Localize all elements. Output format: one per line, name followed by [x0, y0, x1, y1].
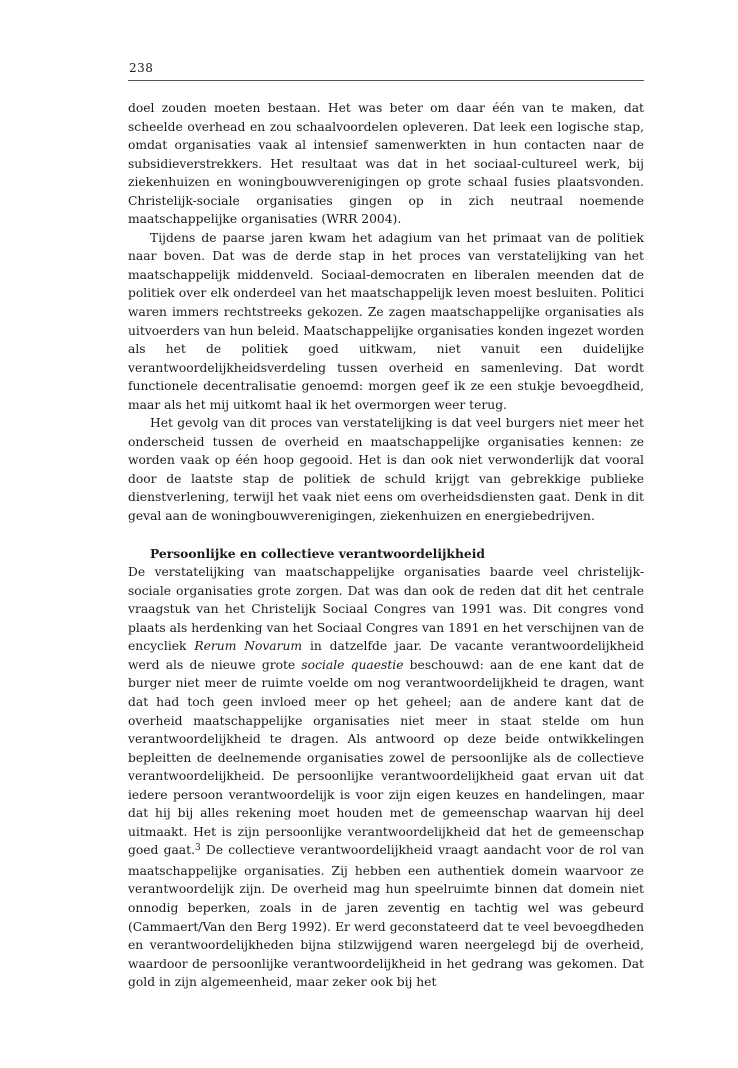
paragraph-4 [128, 563, 644, 992]
paragraph-1: doel zouden moeten bestaan. Het was beter om daar één van te maken, dat scheelde overhead en zou schaalvoordelen opleveren. Dat leek een logische stap, omdat organisaties vaak al intensief samenwerkten in hun contacten naar de subsidieverstrekkers. Het resultaat was dat in het sociaal-cultureel werk, bij ziekenhuizen en woningbouwverenigingen op grote schaal fusies plaatsvonden. Christelijk-sociale organisaties gingen op in zich neutraal noemende maatschappelijke organisaties (WRR 2004). [128, 101, 644, 227]
paragraph-4-part-a: De verstatelijking van maatschappelijke organisaties baarde veel christelijk-sociale organisaties grote zorgen. Dat was dan ook de reden dat dit het centrale vraagstuk van het Christelijk Sociaal Congres van 1991 was. Dit congres vond plaats als herdenking van het Sociaal Congres van 1891 en het verschijnen van de encycliek [128, 565, 644, 654]
paragraph-2: Tijdens de paarse jaren kwam het adagium van het primaat van de politiek naar boven. Dat was de derde stap in het proces van verstatelijking van het maatschappelijk middenveld. Sociaal-democraten en liberalen meenden dat de politiek over elk onderdeel van het maatschappelijk leven moest besluiten. Politici waren immers rechtstreeks gekozen. Ze zagen maatschappelijke organisaties als uitvoerders van hun beleid. Maatschappelijke organisaties konden ingezet worden als het de politiek goed uitkwam, niet vanuit een duidelijke verantwoordelijkheidsverdeling tussen overheid en samenleving. Dat wordt functionele decentralisatie genoemd: morgen geef ik ze een stukje bevoegdheid, maar als het mij uitkomt haal ik het overmorgen weer terug. [128, 230, 644, 412]
section-heading: Persoonlijke en collectieve verantwoordelijkheid [150, 545, 485, 561]
header-rule [128, 80, 644, 81]
encyclical-title: Rerum Novarum [194, 639, 303, 654]
paragraph-4-part-c: beschouwd: aan de ene kant dat de burger niet meer de ruimte voelde om nog verantwoordelijkheid te dragen, want dat had toch geen invloed meer op het geheel; aan de andere kant dat de overheid maatschappelijke organisaties niet meer in staat stelde om hun verantwoordelijkheid te dragen. Als antwoord op deze beide ontwikkelingen bepleitten de deelnemende organisaties zowel de persoonlijke als de collectieve verantwoordelijkheid. De persoonlijke verantwoordelijkheid gaat ervan uit dat iedere persoon verantwoordelijk is voor zijn eigen keuzes en handelingen, maar dat hij bij alles rekening moet houden met de gemeenschap waarvan hij deel uitmaakt. Het is zijn persoonlijke verantwoordelijkheid dat het de gemeenschap goed gaat. [128, 657, 644, 858]
page-body [128, 99, 644, 992]
paragraph-3: Het gevolg van dit proces van verstatelijking is dat veel burgers niet meer het onderscheid tussen de overheid en maatschappelijke organisaties kennen: ze worden vaak op één hoop gegooid. Het is dan ook niet verwonderlijk dat vooral door de laatste stap de politiek de schuld krijgt van gebrekkige publieke dienstverlening, terwijl het vaak niet eens om overheidsdiensten gaat. Denk in dit geval aan de woningbouwverenigingen, ziekenhuizen en energiebedrijven. [128, 416, 644, 524]
paragraph-4-part-b: in datzelfde jaar. De vacante verantwoordelijkheid werd als de nieuwe grote [128, 639, 645, 672]
paragraph-4-part-d: De collectieve verantwoordelijkheid vraagt aandacht voor de rol van maatschappelijke organisaties. Zij hebben een authentiek domein waarvoor ze verantwoordelijk zijn. De overheid mag hun speelruimte binnen dat domein niet onnodig beperken, zoals in de jaren zeventig en tachtig wel was gebeurd (Cammaert/Van den Berg 1992). Er werd geconstateerd dat te veel bevoegdheden en verantwoordelijkheden bijna stilzwijgend waren neergelegd bij de overheid, waardoor de persoonlijke verantwoordelijkheid in het gedrang was gekomen. Dat gold in zijn algemeenheid, maar zeker ook bij het [128, 843, 645, 990]
italic-term: sociale quaestie [301, 657, 404, 672]
page-number: 238 [129, 61, 154, 75]
footnote-marker[interactable]: 3 [195, 843, 201, 854]
